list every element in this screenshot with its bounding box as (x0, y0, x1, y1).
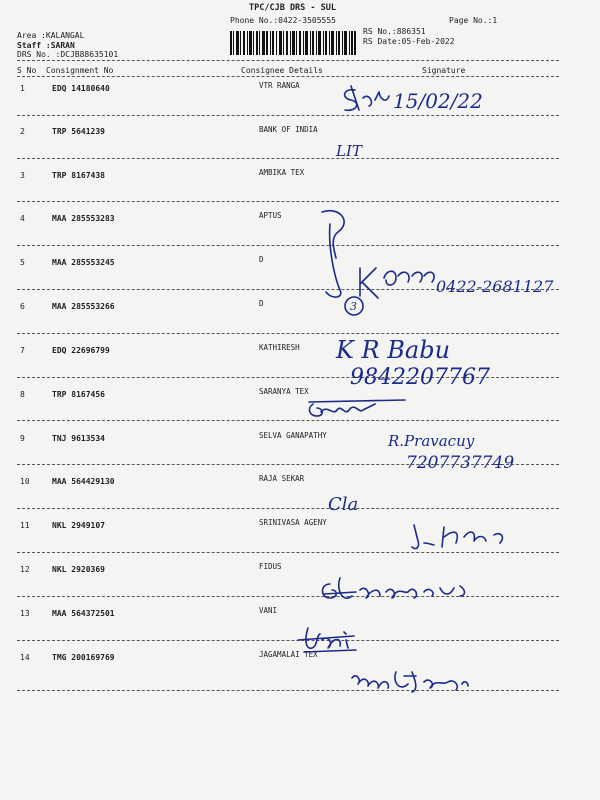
row-sno: 14 (20, 653, 30, 662)
signature-row-2 (334, 138, 394, 160)
signature-row-13 (296, 622, 366, 658)
signature-row-10 (326, 490, 386, 514)
row-consignment: MAA 285553245 (52, 258, 115, 267)
signature-date: 15/02/22 (393, 89, 483, 113)
signature-phone: 7207737749 (406, 453, 515, 473)
row-divider (17, 690, 559, 691)
row-consignee: SELVA GANAPATHY (259, 431, 327, 440)
row-divider (17, 420, 559, 421)
phone-number: Phone No.:0422-3505555 (230, 16, 336, 25)
signature-row-11 (404, 517, 524, 557)
staff-field: Staff :SARAN (17, 41, 75, 50)
col-consignee: Consignee Details (241, 66, 323, 75)
row-consignment: TRP 5641239 (52, 127, 105, 136)
signature-row-7 (330, 334, 530, 388)
row-sno: 5 (20, 258, 25, 267)
row-sno: 8 (20, 390, 25, 399)
row-sno: 11 (20, 521, 30, 530)
row-consignee: D (259, 299, 264, 308)
row-divider (17, 201, 559, 202)
row-sno: 4 (20, 214, 25, 223)
rs-date: RS Date:05-Feb-2022 (363, 37, 455, 46)
row-consignee: FIDUS (259, 562, 282, 571)
circled-number: 3 (350, 300, 357, 313)
row-consignee: KATHIRESH (259, 343, 300, 352)
signature-row-9 (384, 430, 544, 474)
area-field: Area :KALANGAL (17, 31, 85, 40)
barcode-image (230, 31, 356, 55)
row-consignee: RAJA SEKAR (259, 474, 305, 483)
col-sno: S No (17, 66, 37, 75)
row-sno: 1 (20, 84, 25, 93)
row-consignment: EDQ 14180640 (52, 84, 110, 93)
row-consignment: MAA 564372501 (52, 609, 115, 618)
header-rule (17, 60, 559, 61)
row-consignment: TRP 8167456 (52, 390, 105, 399)
row-consignment: MAA 564429130 (52, 477, 115, 486)
row-consignee: JAGAMALAI TEX (259, 650, 318, 659)
drs-number: DRS No. :DCJB88635101 (17, 50, 119, 59)
row-consignment: EDQ 22696799 (52, 346, 110, 355)
row-consignee: APTUS (259, 211, 282, 220)
signature-row-8 (305, 396, 415, 422)
row-consignee: D (259, 255, 264, 264)
row-sno: 2 (20, 127, 25, 136)
row-consignee: BANK OF INDIA (259, 125, 318, 134)
row-sno: 3 (20, 171, 25, 180)
row-consignment: NKL 2920369 (52, 565, 105, 574)
row-consignee: VTR RANGA (259, 81, 300, 90)
row-consignment: TMG 200169769 (52, 653, 115, 662)
signature-row-14 (346, 666, 476, 696)
signature-phone: 0422-2681127 (436, 277, 554, 296)
row-consignment: NKL 2949107 (52, 521, 105, 530)
row-sno: 12 (20, 565, 30, 574)
row-consignment: TNJ 9613534 (52, 434, 105, 443)
document-title: TPC/CJB DRS - SUL (249, 3, 336, 13)
col-signature: Signature (422, 66, 466, 75)
row-consignee: AMBIKA TEX (259, 168, 305, 177)
signature-name: K R Babu (336, 336, 451, 364)
signature-phone: 9842207767 (350, 365, 490, 390)
row-sno: 13 (20, 609, 30, 618)
col-consignment: Consignment No (46, 66, 114, 75)
row-consignment: TRP 8167438 (52, 171, 105, 180)
signature-mark: LIT (336, 142, 362, 160)
row-sno: 6 (20, 302, 25, 311)
row-consignee: SRINIVASA AGENY (259, 518, 327, 527)
header-rule (17, 76, 559, 77)
signature-rows-4-6 (300, 206, 570, 324)
signature-mark: Cla (328, 494, 359, 515)
row-sno: 10 (20, 477, 30, 486)
row-sno: 7 (20, 346, 25, 355)
row-consignment: MAA 285553266 (52, 302, 115, 311)
signature-row-1 (335, 80, 483, 116)
row-consignment: MAA 285553283 (52, 214, 115, 223)
signature-name: R.Pravacuy (388, 432, 475, 450)
row-sno: 9 (20, 434, 25, 443)
signature-row-12 (316, 574, 486, 608)
row-divider (17, 158, 559, 159)
page-number: Page No.:1 (449, 16, 498, 25)
rs-number: RS No.:886351 (363, 27, 426, 36)
row-divider (17, 640, 559, 641)
row-divider (17, 115, 559, 116)
row-divider (17, 508, 559, 509)
row-consignee: VANI (259, 606, 278, 615)
row-consignee: SARANYA TEX (259, 387, 309, 396)
